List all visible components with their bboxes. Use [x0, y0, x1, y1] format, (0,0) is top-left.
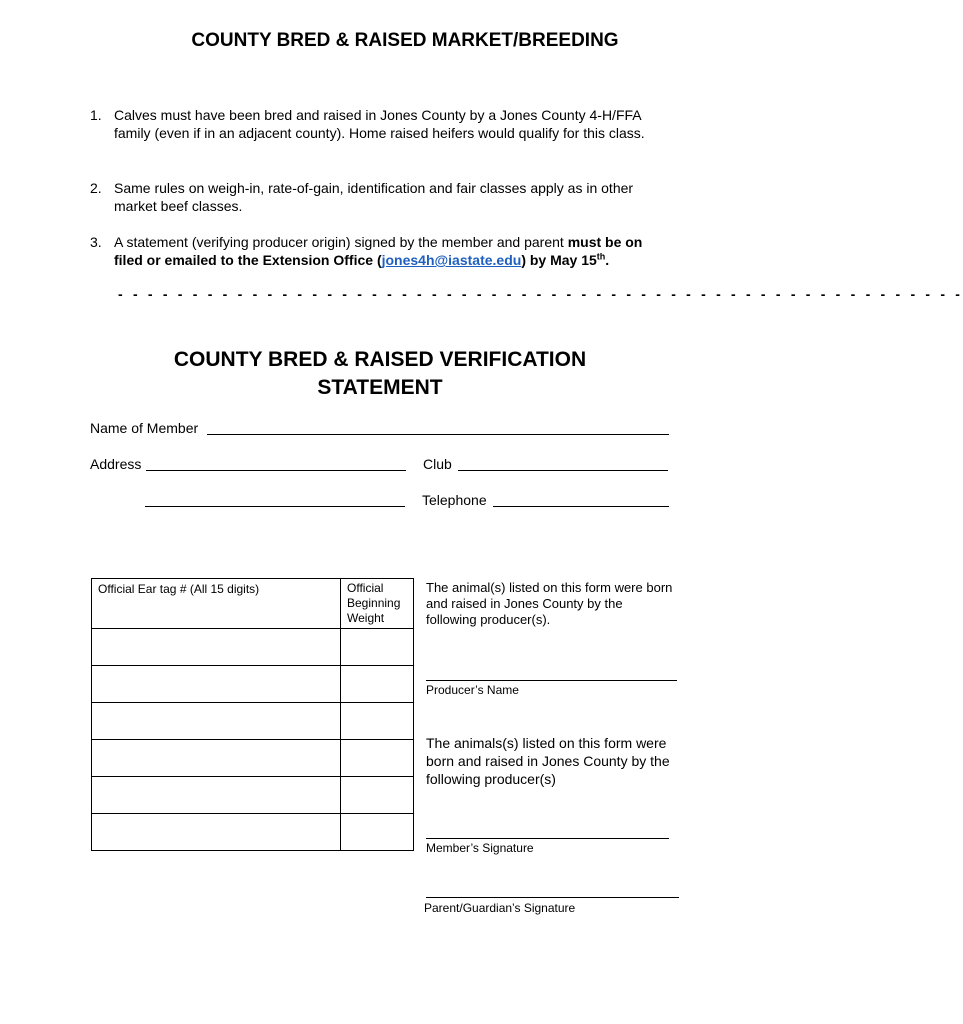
rule-text-bold-end: ) by May 15 [521, 252, 597, 268]
parent-signature-field[interactable] [426, 897, 679, 898]
verification-title-line2: STATEMENT [317, 376, 443, 399]
rule-text: Same rules on weigh-in, rate-of-gain, identification and fair classes apply as in other market beef classes. [114, 180, 634, 214]
ear-tag-cell[interactable] [92, 629, 341, 666]
weight-cell[interactable] [341, 629, 414, 666]
section-divider: - - - - - - - - - - - - - - - - - - - - - - - - - - - - - - - - - - - - - - - - - - - - - - - - - - - - - - - - - [118, 286, 963, 302]
table-row [92, 629, 414, 666]
date-suffix: th [596, 251, 606, 262]
weight-cell[interactable] [341, 666, 414, 703]
weight-cell[interactable] [341, 740, 414, 777]
ear-tag-cell[interactable] [92, 777, 341, 814]
ear-tag-table [91, 578, 414, 851]
rule-number: 1. [90, 107, 102, 123]
rule-item-1 [90, 106, 670, 142]
email-link[interactable]: jones4h@iastate.edu [381, 252, 522, 268]
table-row [92, 740, 414, 777]
ear-tag-cell[interactable] [92, 703, 341, 740]
rule-text-start: A statement (verifying producer origin) signed by the member and parent [114, 234, 568, 250]
rule-item-3 [90, 233, 670, 269]
weight-cell[interactable] [341, 703, 414, 740]
rule-item-2 [90, 179, 670, 215]
rule-number: 2. [90, 180, 102, 196]
parent-signature-label: Parent/Guardian’s Signature [424, 901, 576, 915]
ear-tag-cell[interactable] [92, 814, 341, 851]
rule-text [114, 233, 670, 269]
ear-tag-column-header: Official Ear tag # (All 15 digits) [92, 579, 341, 629]
page-title: COUNTY BRED & RAISED MARKET/BREEDING [191, 30, 619, 51]
rule-text: Calves must have been bred and raised in Jones County by a Jones County 4-H/FFA family (even if in an adjacent county). Home raised heifers would qualify for this class. [114, 107, 645, 141]
verification-title-line1: COUNTY BRED & RAISED VERIFICATION [173, 348, 587, 371]
name-label: Name of Member [90, 420, 199, 436]
address-field-line2[interactable] [145, 506, 405, 507]
rule-text-bold: must be on filed or emailed to the Extension Office ( [114, 234, 643, 268]
table-header-row [92, 579, 414, 629]
address-label: Address [90, 456, 142, 472]
producer-statement: The animal(s) listed on this form were born and raised in Jones County by the following producer(s). [426, 580, 673, 627]
table-row [92, 703, 414, 740]
member-statement: The animals(s) listed on this form were born and raised in Jones County by the following producer(s) [426, 735, 670, 787]
member-signature-label: Member’s Signature [426, 841, 534, 855]
table-row [92, 666, 414, 703]
weight-cell[interactable] [341, 777, 414, 814]
table-row [92, 777, 414, 814]
ear-tag-cell[interactable] [92, 666, 341, 703]
ear-tag-cell[interactable] [92, 740, 341, 777]
rule-period: . [605, 252, 610, 268]
weight-column-header: Official Beginning Weight [341, 579, 414, 629]
rule-number: 3. [90, 234, 102, 250]
producer-name-field[interactable] [426, 680, 677, 681]
name-of-member-field[interactable] [207, 434, 669, 435]
club-label: Club [423, 456, 452, 472]
telephone-label: Telephone [422, 492, 487, 508]
table-row [92, 814, 414, 851]
member-signature-field[interactable] [426, 838, 669, 839]
weight-cell[interactable] [341, 814, 414, 851]
verification-title [150, 346, 610, 402]
producer-name-label: Producer’s Name [426, 683, 519, 697]
address-field-line1[interactable] [146, 470, 406, 471]
club-field[interactable] [458, 470, 668, 471]
telephone-field[interactable] [493, 506, 669, 507]
